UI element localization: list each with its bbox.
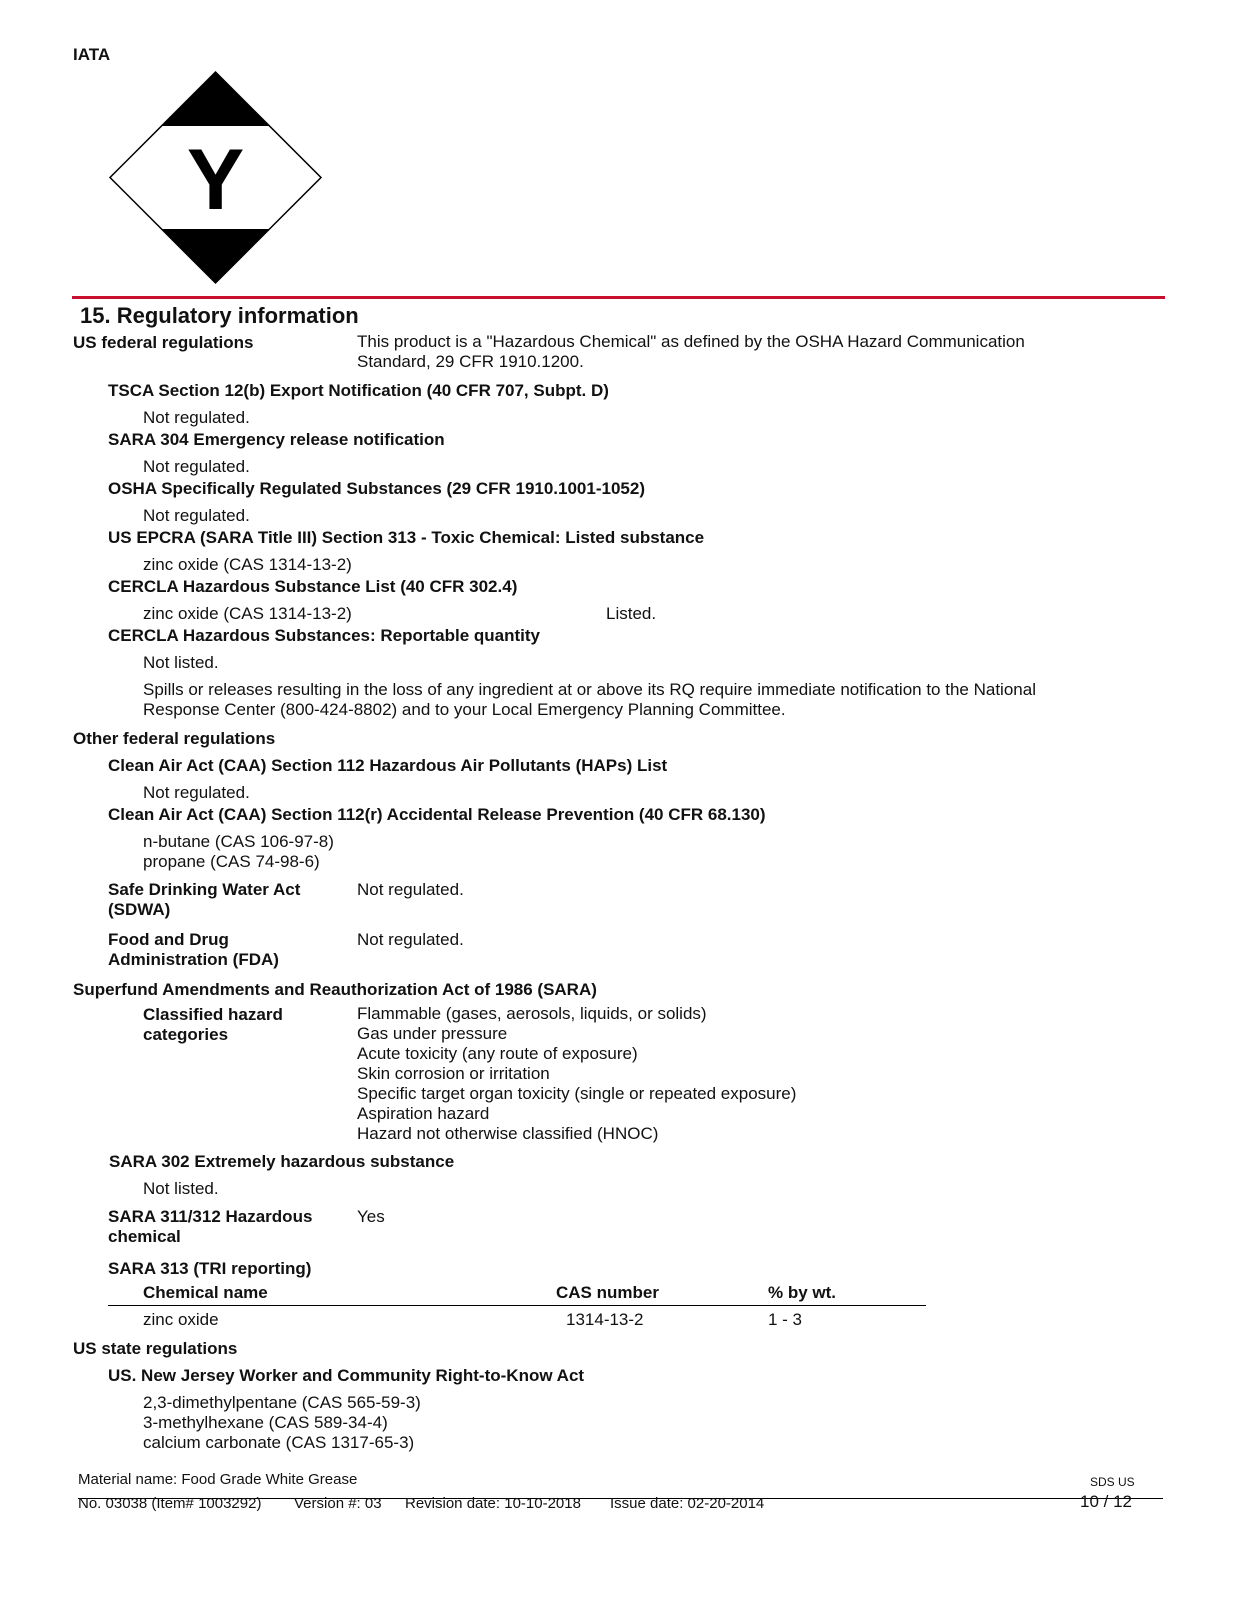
tsca-title: TSCA Section 12(b) Export Notification (40 CFR 707, Subpt. D) (108, 381, 609, 400)
list-item: propane (CAS 74-98-6) (143, 852, 320, 871)
section-divider (72, 296, 1165, 299)
caa112-value: Not regulated. (143, 783, 250, 802)
table-cell-cas-number: 1314-13-2 (566, 1310, 644, 1329)
list-item: 3-methylhexane (CAS 589-34-4) (143, 1413, 388, 1432)
us-state-label: US state regulations (73, 1339, 238, 1358)
sara-title: Superfund Amendments and Reauthorization Act of 1986 (SARA) (73, 980, 597, 999)
sdwa-value: Not regulated. (357, 880, 464, 899)
list-item: n-butane (CAS 106-97-8) (143, 832, 334, 851)
caa112-title: Clean Air Act (CAA) Section 112 Hazardous Air Pollutants (HAPs) List (108, 756, 668, 775)
fda-value: Not regulated. (357, 930, 464, 949)
limited-quantity-y-placard-icon (108, 70, 323, 285)
sdwa-label-line: (SDWA) (108, 900, 171, 919)
section-title: 15. Regulatory information (80, 303, 359, 328)
cercla-list-substance: zinc oxide (CAS 1314-13-2) (143, 604, 352, 623)
tsca-value: Not regulated. (143, 408, 250, 427)
us-federal-text (357, 332, 1025, 372)
table-cell-percent-by-weight: 1 - 3 (768, 1310, 803, 1329)
sara311-label-line: chemical (108, 1227, 181, 1246)
list-item: Hazard not otherwise classified (HNOC) (357, 1124, 659, 1143)
spills-notice-line: Spills or releases resulting in the loss of any ingredient at or above its RQ require immediate notification to the National (143, 680, 1036, 699)
sdwa-label (108, 880, 300, 920)
cercla-rq-value: Not listed. (143, 653, 219, 672)
sara302-title: SARA 302 Extremely hazardous substance (109, 1152, 455, 1171)
footer-doc-number: No. 03038 (Item# 1003292) (78, 1495, 262, 1512)
list-item: Aspiration hazard (357, 1104, 490, 1123)
cercla-list-title: CERCLA Hazardous Substance List (40 CFR 302.4) (108, 577, 518, 596)
classified-hazard-label-line: Classified hazard (143, 1005, 283, 1024)
footer-version: Version #: 03 (294, 1495, 382, 1512)
spills-notice-line: Response Center (800-424-8802) and to your Local Emergency Planning Committee. (143, 700, 786, 719)
us-federal-label: US federal regulations (73, 333, 254, 352)
caa112r-list (143, 832, 334, 872)
list-item: 2,3-dimethylpentane (CAS 565-59-3) (143, 1393, 421, 1412)
osha-value: Not regulated. (143, 506, 250, 525)
nj-title: US. New Jersey Worker and Community Right-to-Know Act (108, 1366, 585, 1385)
list-item: Gas under pressure (357, 1024, 508, 1043)
list-item: calcium carbonate (CAS 1317-65-3) (143, 1433, 415, 1452)
list-item: Acute toxicity (any route of exposure) (357, 1044, 638, 1063)
table-header-percent-by-weight: % by wt. (768, 1283, 837, 1302)
nj-list (143, 1393, 421, 1453)
list-item: Flammable (gases, aerosols, liquids, or solids) (357, 1004, 707, 1023)
epcra-value: zinc oxide (CAS 1314-13-2) (143, 555, 352, 574)
sara311-value: Yes (357, 1207, 385, 1226)
table-header-rule (108, 1305, 926, 1306)
sara302-value: Not listed. (143, 1179, 219, 1198)
cercla-list-status: Listed. (606, 604, 657, 623)
iata-label: IATA (73, 45, 111, 64)
hazard-categories-list (357, 1004, 796, 1144)
sara313-title: SARA 313 (TRI reporting) (108, 1259, 312, 1278)
placard-letter: Y (186, 132, 245, 228)
us-federal-text-line: This product is a "Hazardous Chemical" as defined by the OSHA Hazard Communication (357, 332, 1025, 351)
sara311-label (108, 1207, 312, 1247)
fda-label-line: Administration (FDA) (108, 950, 279, 969)
footer-sds-tag: SDS US (1090, 1475, 1135, 1489)
sara304-title: SARA 304 Emergency release notification (108, 430, 445, 449)
list-item: Skin corrosion or irritation (357, 1064, 550, 1083)
sara311-label-line: SARA 311/312 Hazardous (108, 1207, 313, 1226)
list-item: Specific target organ toxicity (single or repeated exposure) (357, 1084, 797, 1103)
table-header-cas-number: CAS number (556, 1283, 659, 1302)
sdwa-label-line: Safe Drinking Water Act (108, 880, 301, 899)
footer-material-name: Material name: Food Grade White Grease (78, 1471, 358, 1488)
epcra-title: US EPCRA (SARA Title III) Section 313 - Toxic Chemical: Listed substance (108, 528, 705, 547)
footer-issue-date: Issue date: 02-20-2014 (610, 1495, 765, 1512)
fda-label-line: Food and Drug (108, 930, 229, 949)
classified-hazard-label-line: categories (143, 1025, 229, 1044)
footer-page-number: 10 / 12 (1080, 1492, 1132, 1511)
classified-hazard-label (143, 1005, 283, 1045)
sara304-value: Not regulated. (143, 457, 250, 476)
footer-revision-date: Revision date: 10-10-2018 (405, 1495, 581, 1512)
caa112r-title: Clean Air Act (CAA) Section 112(r) Accidental Release Prevention (40 CFR 68.130) (108, 805, 766, 824)
table-header-chemical-name: Chemical name (143, 1283, 268, 1302)
table-cell-chemical-name: zinc oxide (143, 1310, 219, 1329)
osha-title: OSHA Specifically Regulated Substances (29 CFR 1910.1001-1052) (108, 479, 645, 498)
other-federal-label: Other federal regulations (73, 729, 276, 748)
us-federal-text-line: Standard, 29 CFR 1910.1200. (357, 352, 584, 371)
spills-notice (143, 680, 1036, 720)
fda-label (108, 930, 279, 970)
cercla-rq-title: CERCLA Hazardous Substances: Reportable quantity (108, 626, 540, 645)
